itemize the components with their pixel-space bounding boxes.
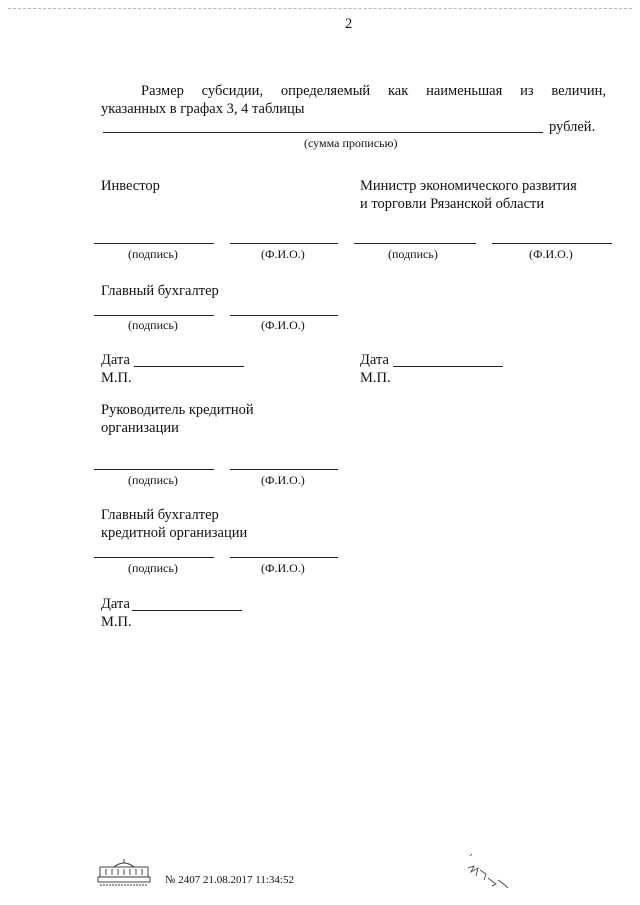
bank-accountant-signature-line[interactable] xyxy=(94,557,214,558)
bank-head-fio-caption: (Ф.И.О.) xyxy=(261,473,305,487)
chief-accountant-signature-line[interactable] xyxy=(94,315,214,316)
registration-stamp: № 2407 21.08.2017 11:34:52 xyxy=(165,874,294,886)
minister-fio-line[interactable] xyxy=(492,243,612,244)
page-number: 2 xyxy=(345,16,353,32)
rubles-label: рублей. xyxy=(549,119,596,135)
bank-head-title-line-2: организации xyxy=(101,420,179,436)
chief-accountant-fio-caption: (Ф.И.О.) xyxy=(261,318,305,332)
bank-accountant-title-line-1: Главный бухгалтер xyxy=(101,507,219,523)
initials-scribble-icon xyxy=(462,850,522,890)
mp-label-bottom: М.П. xyxy=(101,614,132,630)
date-label-left: Дата xyxy=(101,352,130,368)
bank-accountant-fio-line[interactable] xyxy=(230,557,338,558)
investor-signature-line[interactable] xyxy=(94,243,214,244)
minister-signature-line[interactable] xyxy=(354,243,476,244)
bank-accountant-title-line-2: кредитной организации xyxy=(101,525,248,541)
investor-title: Инвестор xyxy=(101,178,160,194)
date-line-left[interactable] xyxy=(134,366,244,367)
investor-fio-caption: (Ф.И.О.) xyxy=(261,247,305,261)
mp-label-left: М.П. xyxy=(101,370,132,386)
minister-fio-caption: (Ф.И.О.) xyxy=(529,247,573,261)
bank-head-title-line-1: Руководитель кредитной xyxy=(101,402,254,418)
mp-label-right: М.П. xyxy=(360,370,391,386)
building-logo-icon xyxy=(96,857,152,887)
investor-signature-caption: (подпись) xyxy=(128,247,178,261)
amount-line[interactable] xyxy=(103,132,543,133)
bank-head-signature-caption: (подпись) xyxy=(128,473,178,487)
date-line-right[interactable] xyxy=(393,366,503,367)
date-label-bottom: Дата xyxy=(101,596,130,612)
date-label-right: Дата xyxy=(360,352,389,368)
chief-accountant-signature-caption: (подпись) xyxy=(128,318,178,332)
top-dashed-edge xyxy=(8,8,632,9)
minister-title-line-2: и торговли Рязанской области xyxy=(360,196,545,212)
bank-accountant-fio-caption: (Ф.И.О.) xyxy=(261,561,305,575)
bank-accountant-signature-caption: (подпись) xyxy=(128,561,178,575)
chief-accountant-title: Главный бухгалтер xyxy=(101,283,219,299)
chief-accountant-fio-line[interactable] xyxy=(230,315,338,316)
amount-caption: (сумма прописью) xyxy=(304,136,398,150)
subsidy-line-1: Размер субсидии, определяемый как наименьшая из величин, xyxy=(141,83,606,99)
minister-title-line-1: Министр экономического развития xyxy=(360,178,577,194)
date-line-bottom[interactable] xyxy=(132,610,242,611)
subsidy-line-2: указанных в графах 3, 4 таблицы xyxy=(101,101,305,117)
bank-head-signature-line[interactable] xyxy=(94,469,214,470)
bank-head-fio-line[interactable] xyxy=(230,469,338,470)
minister-signature-caption: (подпись) xyxy=(388,247,438,261)
investor-fio-line[interactable] xyxy=(230,243,338,244)
